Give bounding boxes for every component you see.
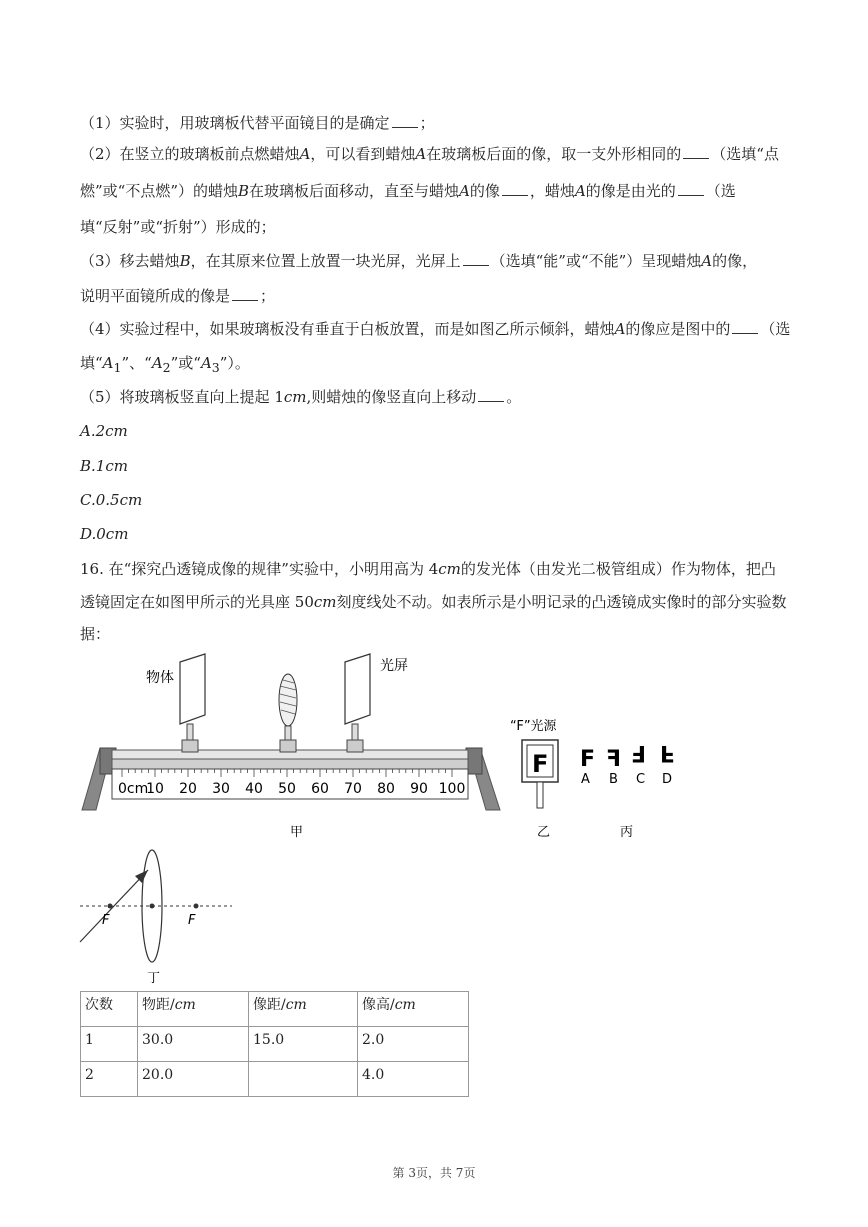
ruler-label: 20 bbox=[179, 781, 197, 797]
ruler-label: 40 bbox=[245, 781, 263, 797]
image-options bbox=[580, 740, 675, 787]
choice-d: D bbox=[662, 772, 673, 787]
question-16-line-3: 据： bbox=[80, 625, 111, 643]
table-header-row bbox=[81, 992, 469, 1027]
caption-ding: 丁 bbox=[147, 971, 161, 986]
ruler-label: 80 bbox=[377, 781, 395, 797]
image-letter-a: F bbox=[580, 747, 596, 772]
focus-left-label: F bbox=[102, 913, 110, 928]
answer-blank[interactable] bbox=[232, 286, 258, 301]
ruler-label: 0cm bbox=[118, 781, 149, 797]
screen-holder bbox=[345, 654, 370, 752]
source-label: “F”光源 bbox=[510, 719, 557, 734]
question-1: （1）实验时，用玻璃板代替平面镜目的是确定 ； bbox=[80, 114, 435, 132]
table-header: 像距/cm bbox=[249, 992, 358, 1027]
ruler-label: 30 bbox=[212, 781, 230, 797]
image-letter-b: F bbox=[605, 747, 621, 772]
question-3-line-1: （3）移去蜡烛B，在其原来位置上放置一块光屏，光屏上 （选填“能”或“不能”）呈现蜡烛A的像， bbox=[80, 252, 758, 270]
table-cell: 15.0 bbox=[249, 1027, 358, 1062]
question-2-line-2: 燃”或“不点燃”）的蜡烛B在玻璃板后面移动，直至与蜡烛A的像 ，蜡烛A的像是由光的 （选 bbox=[80, 182, 736, 200]
question-4-line-1: （4）实验过程中，如果玻璃板没有垂直于白板放置，而是如图乙所示倾斜，蜡烛A的像应是图中的 （选 bbox=[80, 320, 791, 338]
optics-figure bbox=[0, 640, 868, 990]
option-c[interactable]: C.0.5cm bbox=[80, 491, 143, 509]
focus-right-label: F bbox=[188, 913, 196, 928]
question-16-line-1: 16. 在“探究凸透镜成像的规律”实验中，小明用高为 4cm的发光体（由发光二极管组成）作为物体，把凸 bbox=[80, 560, 776, 578]
ruler-label: 60 bbox=[311, 781, 329, 797]
table-header: 次数 bbox=[81, 992, 138, 1027]
ruler-label: 100 bbox=[438, 781, 466, 797]
table-cell: 1 bbox=[81, 1027, 138, 1062]
table-cell: 2 bbox=[81, 1062, 138, 1097]
page-footer: 第 3页，共 7页 bbox=[392, 1166, 476, 1180]
ruler-label: 50 bbox=[278, 781, 296, 797]
answer-blank[interactable] bbox=[392, 113, 418, 128]
question-16-line-2: 透镜固定在如图甲所示的光具座 50cm刻度线处不动。如表所示是小明记录的凸透镜成实像时的部分实验数 bbox=[80, 593, 787, 611]
choice-a: A bbox=[581, 772, 590, 787]
ruler-label: 90 bbox=[410, 781, 428, 797]
ruler-label: 10 bbox=[146, 781, 164, 797]
table-header: 像高/cm bbox=[358, 992, 469, 1027]
lens-ray-diagram bbox=[80, 850, 232, 962]
data-table bbox=[80, 991, 469, 1097]
ruler-label: 70 bbox=[344, 781, 362, 797]
table-cell: 20.0 bbox=[138, 1062, 249, 1097]
table-row bbox=[81, 1027, 469, 1062]
option-b[interactable]: B.1cm bbox=[80, 457, 128, 475]
object-label: 物体 bbox=[146, 670, 174, 686]
caption-yi: 乙 bbox=[537, 825, 551, 840]
source-letter: F bbox=[532, 750, 549, 778]
question-4-line-2: 填“$A_1$”、“$A_2$”或“$A_3$”）。 bbox=[80, 354, 250, 375]
answer-blank[interactable] bbox=[683, 144, 709, 159]
table-row bbox=[81, 1062, 469, 1097]
question-2-line-1: （2）在竖立的玻璃板前点燃蜡烛A，可以看到蜡烛A在玻璃板后面的像，取一支外形相同的 （选填“点 bbox=[80, 145, 779, 163]
question-3-line-2: 说明平面镜所成的像是 ； bbox=[80, 287, 276, 305]
optical-bench bbox=[82, 654, 500, 810]
answer-blank[interactable] bbox=[502, 181, 528, 196]
caption-jia: 甲 bbox=[290, 825, 304, 840]
answer-blank[interactable] bbox=[478, 387, 504, 402]
caption-bing: 丙 bbox=[620, 825, 634, 840]
answer-blank[interactable] bbox=[732, 319, 758, 334]
lens-holder bbox=[279, 674, 297, 752]
choice-c: C bbox=[636, 772, 646, 787]
f-light-source bbox=[510, 718, 558, 808]
image-letter-d: F bbox=[660, 740, 676, 765]
question-5: （5）将玻璃板竖直向上提起 1cm,则蜡烛的像竖直向上移动 。 bbox=[80, 388, 522, 406]
object-holder bbox=[180, 654, 205, 752]
answer-blank[interactable] bbox=[678, 181, 704, 196]
table-header: 物距/cm bbox=[138, 992, 249, 1027]
image-letter-c: F bbox=[630, 740, 646, 765]
table-cell: 4.0 bbox=[358, 1062, 469, 1097]
option-a[interactable]: A.2cm bbox=[80, 422, 128, 440]
choice-b: B bbox=[609, 772, 618, 787]
table-cell[interactable] bbox=[249, 1062, 358, 1097]
screen-label: 光屏 bbox=[380, 658, 408, 674]
table-cell: 30.0 bbox=[138, 1027, 249, 1062]
question-2-line-3: 填“反射”或“折射”）形成的； bbox=[80, 218, 276, 236]
option-d[interactable]: D.0cm bbox=[80, 525, 129, 543]
table-cell: 2.0 bbox=[358, 1027, 469, 1062]
answer-blank[interactable] bbox=[463, 251, 489, 266]
